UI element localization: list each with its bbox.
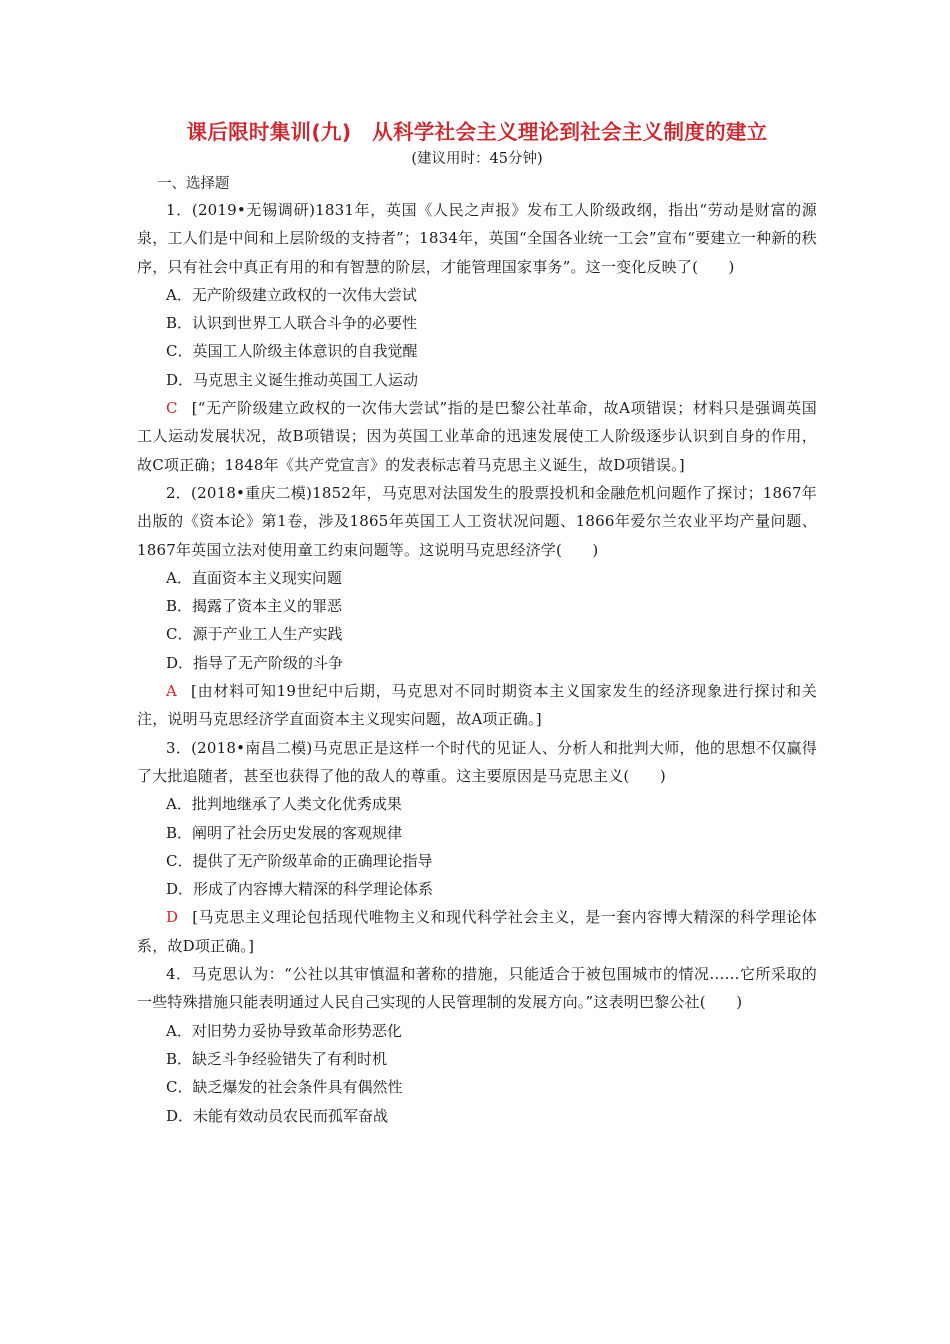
option-b: B．缺乏斗争经验错失了有利时机 bbox=[166, 1049, 388, 1068]
answer-letter: D bbox=[166, 908, 179, 927]
page-subtitle: (建议用时：45分钟) bbox=[411, 151, 543, 167]
explanation-text: [马克思主义理论包括现代唯物主义和现代科学社会主义，是一套内容博大精深的科学理论体系，故D项正确。] bbox=[137, 908, 817, 955]
question-stem: 3．(2018•南昌二模)马克思正是这样一个时代的见证人、分析人和批判大师，他的思想不仅赢得了大批追随者，甚至也获得了他的敌人的尊重。这主要原因是马克思主义( ) bbox=[137, 738, 817, 785]
question-stem: 4．马克思认为：“公社以其审慎温和著称的措施，只能适合于被包围城市的情况……它所采取的一些特殊措施只能表明通过人民自己实现的人民管理制的发展方向。”这表明巴黎公社( ) bbox=[137, 965, 817, 1012]
section-heading: 一、选择题 bbox=[157, 176, 230, 192]
document-page bbox=[137, 118, 817, 1130]
answer-explanation bbox=[137, 677, 817, 734]
option-d: D．未能有效动员农民而孤军奋战 bbox=[166, 1106, 389, 1125]
option-d: D．指导了无产阶级的斗争 bbox=[166, 653, 344, 672]
answer-letter: A bbox=[166, 682, 178, 701]
answer-letter: C bbox=[166, 399, 178, 418]
question-2 bbox=[137, 479, 817, 734]
question-1 bbox=[137, 196, 817, 479]
question-stem: 1．(2019•无锡调研)1831年，英国《人民之声报》发布工人阶级政纲，指出“劳动是财富的源泉，工人们是中间和上层阶级的支持者”；1834年，英国“全国各业统一工会”宣布“要建立一种新的秩序，只有社会中真正有用的和有智慧的阶层，才能管理国家事务”。这一变化反映了( ) bbox=[137, 201, 817, 276]
option-b: B．认识到世界工人联合斗争的必要性 bbox=[166, 314, 418, 333]
answer-explanation bbox=[137, 903, 817, 960]
option-c: C．英国工人阶级主体意识的自我觉醒 bbox=[166, 342, 418, 361]
option-c: C．提供了无产阶级革命的正确理论指导 bbox=[166, 851, 433, 870]
option-d: D．马克思主义诞生推动英国工人运动 bbox=[166, 370, 419, 389]
option-c: C．源于产业工人生产实践 bbox=[166, 625, 343, 644]
option-a: A．对旧势力妥协导致革命形势恶化 bbox=[166, 1021, 402, 1040]
option-a: A．批判地继承了人类文化优秀成果 bbox=[166, 795, 402, 814]
question-stem: 2．(2018•重庆二模)1852年，马克思对法国发生的股票投机和金融危机问题作了探讨；1867年出版的《资本论》第1卷，涉及1865年英国工人工资状况问题、1866年爱尔兰农业平均产量问题、1867年英国立法对使用童工约束问题等。这说明马克思经济学( ) bbox=[137, 483, 817, 559]
option-d: D．形成了内容博大精深的科学理论体系 bbox=[166, 880, 434, 899]
option-b: B．阐明了社会历史发展的客观规律 bbox=[166, 823, 403, 842]
page-title: 课后限时集训(九) 从科学社会主义理论到社会主义制度的建立 bbox=[186, 120, 768, 144]
question-3 bbox=[137, 734, 817, 960]
explanation-text: [由材料可知19世纪中后期，马克思对不同时期资本主义国家发生的经济现象进行探讨和关注，说明马克思经济学直面资本主义现实问题，故A项正确。] bbox=[137, 682, 817, 729]
explanation-text: [“无产阶级建立政权的一次伟大尝试”指的是巴黎公社革命，故A项错误；材料只是强调英国工人运动发展状况，故B项错误；因为英国工业革命的迅速发展使工人阶级逐步认识到自身的作用，故C项正确；1848年《共产党宣言》的发表标志着马克思主义诞生，故D项错误。] bbox=[137, 399, 817, 474]
option-b: B．揭露了资本主义的罪恶 bbox=[166, 597, 343, 616]
option-c: C．缺乏爆发的社会条件具有偶然性 bbox=[166, 1078, 403, 1097]
question-4 bbox=[137, 960, 817, 1130]
option-a: A．直面资本主义现实问题 bbox=[166, 568, 342, 587]
option-a: A．无产阶级建立政权的一次伟大尝试 bbox=[166, 285, 417, 304]
answer-explanation bbox=[137, 394, 817, 479]
